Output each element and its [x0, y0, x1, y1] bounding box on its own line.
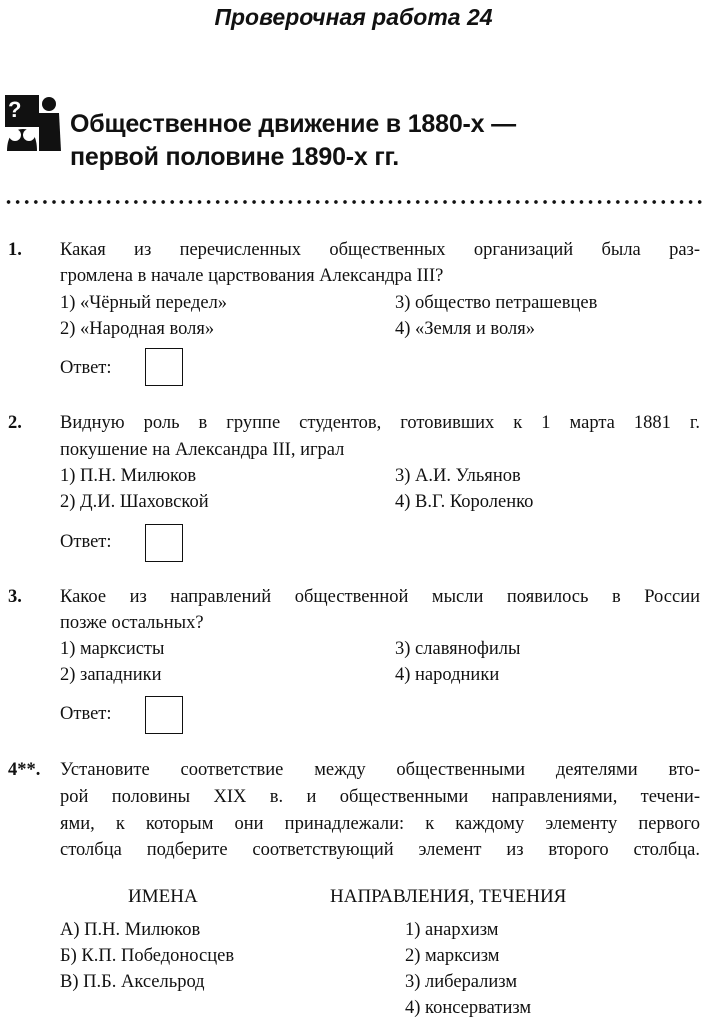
question-text: столбца подберите соответствующий элемент из второго столбца. [60, 840, 700, 860]
answer-option: 2) западники [60, 665, 162, 685]
question-text: Какое из направлений общественной мысли появилось в России [60, 587, 700, 607]
answer-option: 1) П.Н. Милюков [60, 466, 197, 486]
page-title: Проверочная работа 24 [214, 4, 493, 30]
question-number: 4**. [8, 760, 41, 780]
question-number: 2. [8, 413, 22, 433]
answer-label: Ответ: [60, 532, 112, 552]
column-header-directions: НАПРАВЛЕНИЯ, ТЕЧЕНИЯ [330, 886, 567, 907]
answer-option: 2) Д.И. Шаховской [60, 492, 209, 512]
match-item-direction: 2) марксизм [405, 946, 500, 966]
answer-option: 2) «Народная воля» [60, 319, 215, 339]
answer-box[interactable] [145, 348, 183, 386]
question-text: позже остальных? [60, 613, 204, 633]
match-item-direction: 3) либерализм [405, 972, 518, 992]
answer-label: Ответ: [60, 358, 112, 378]
answer-box[interactable] [145, 696, 183, 734]
answer-option: 1) марксисты [60, 639, 165, 659]
svg-text:?: ? [8, 97, 22, 122]
section-heading-line-1: Общественное движение в 1880-х — [70, 110, 516, 138]
question-number: 1. [8, 240, 22, 260]
question-text: Установите соответствие между общественными деятелями вто- [60, 760, 700, 780]
answer-box[interactable] [145, 524, 183, 562]
section-heading-line-2: первой половине 1890-х гг. [70, 143, 400, 171]
question-text: ями, к которым они принадлежали: к каждому элементу первого [60, 814, 700, 834]
match-item-direction: 1) анархизм [405, 920, 499, 940]
match-item-direction: 4) консерватизм [405, 998, 532, 1018]
answer-option: 4) народники [395, 665, 500, 685]
answer-option: 3) славянофилы [395, 639, 521, 659]
answer-option: 3) общество петрашевцев [395, 293, 598, 313]
thinker-icon [5, 95, 63, 151]
match-item-name: Б) К.П. Победоносцев [60, 946, 235, 966]
question-text: рой половины XIX в. и общественными направлениями, течени- [60, 787, 700, 807]
match-item-name: В) П.Б. Аксельрод [60, 972, 205, 992]
answer-option: 3) А.И. Ульянов [395, 466, 521, 486]
dotted-divider [4, 198, 704, 206]
answer-option: 1) «Чёрный передел» [60, 293, 228, 313]
question-number: 3. [8, 587, 22, 607]
answer-label: Ответ: [60, 704, 112, 724]
match-item-name: А) П.Н. Милюков [60, 920, 201, 940]
column-header-names: ИМЕНА [128, 886, 198, 907]
question-text: Какая из перечисленных общественных организаций была раз- [60, 240, 700, 260]
question-text: Видную роль в группе студентов, готовивших к 1 марта 1881 г. [60, 413, 700, 433]
question-text: покушение на Александра III, играл [60, 440, 345, 460]
question-text: громлена в начале царствования Александра III? [60, 266, 444, 286]
answer-option: 4) В.Г. Короленко [395, 492, 534, 512]
answer-option: 4) «Земля и воля» [395, 319, 535, 339]
